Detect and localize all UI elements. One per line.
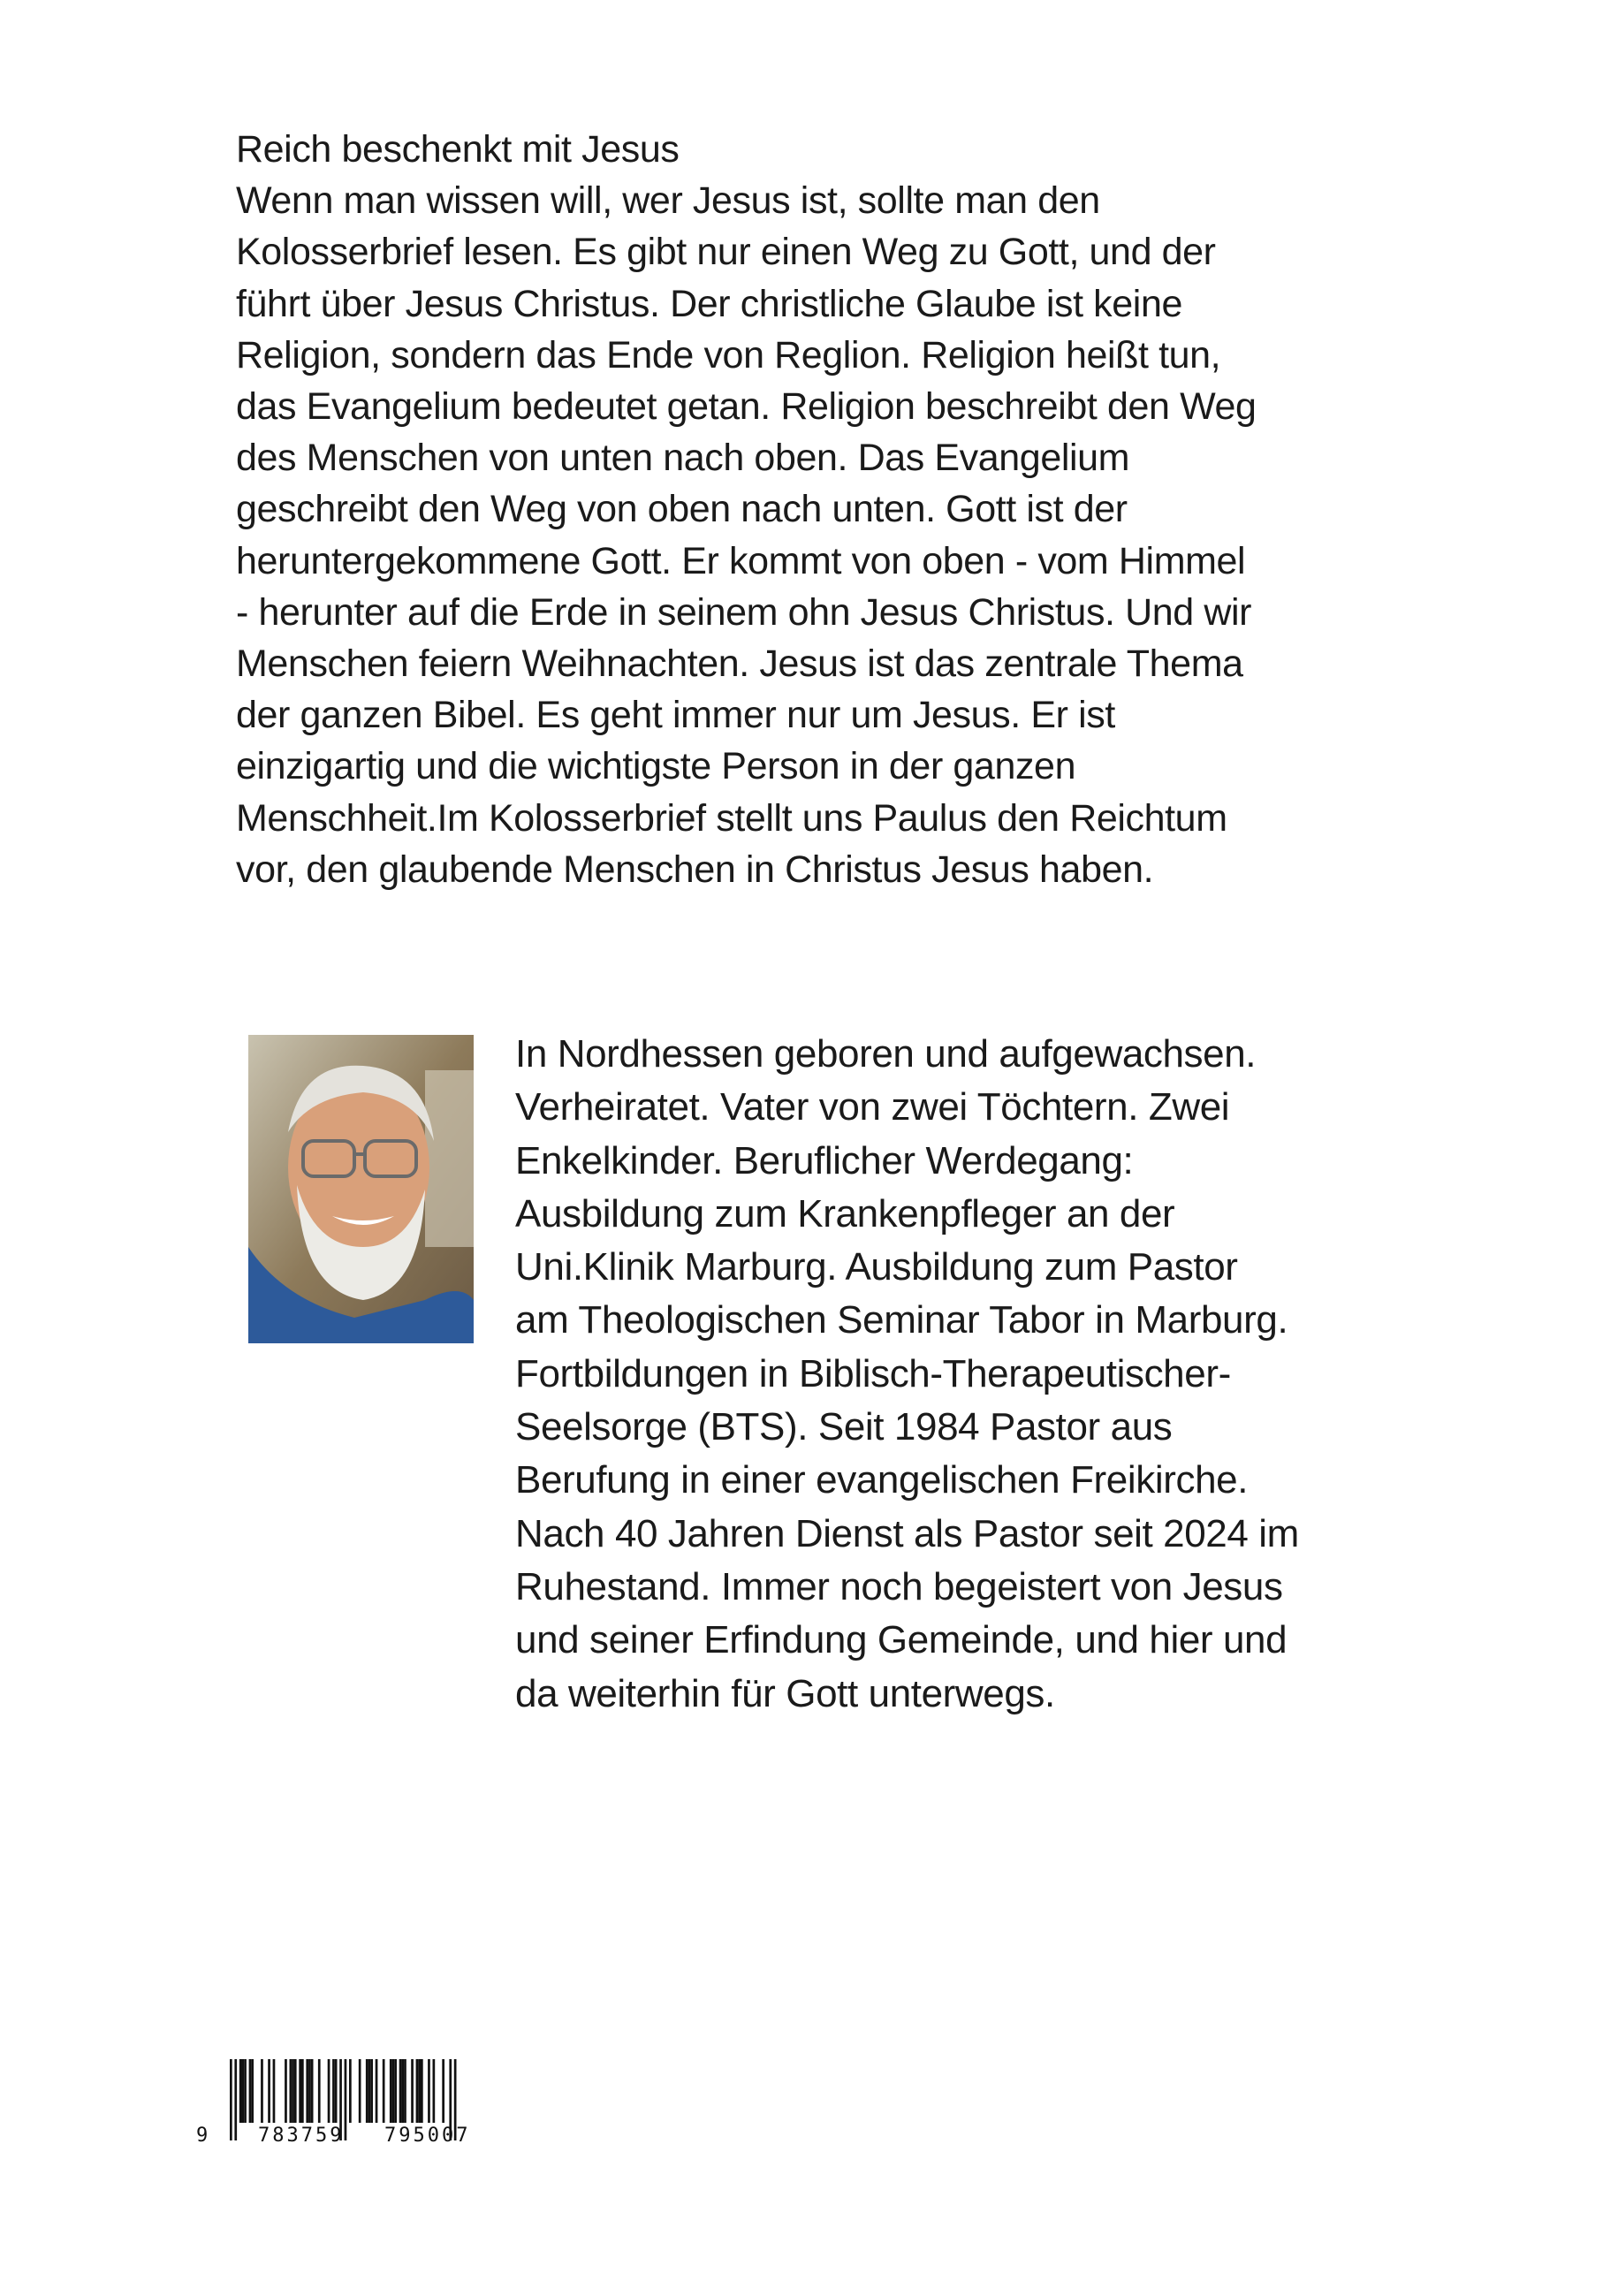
bio-line: Uni.Klinik Marburg. Ausbildung zum Pastor xyxy=(515,1245,1238,1289)
barcode-first-digit: 9 xyxy=(196,2125,209,2147)
bio-line: Ausbildung zum Krankenpfleger an der xyxy=(515,1191,1175,1235)
blurb-line: Menschheit.Im Kolosserbrief stellt uns Paulus den Reichtum xyxy=(236,796,1227,840)
barcode-bar xyxy=(442,2059,444,2123)
barcode-bar xyxy=(244,2059,247,2123)
blurb-title: Reich beschenkt mit Jesus xyxy=(236,128,680,171)
barcode-bar xyxy=(359,2059,361,2123)
barcode-bar xyxy=(392,2059,395,2123)
barcode-bar xyxy=(368,2059,371,2123)
barcode-bar xyxy=(416,2059,419,2123)
bio-line: Fortbildungen in Biblisch-Therapeutischer- xyxy=(515,1351,1231,1395)
author-photo xyxy=(248,1035,474,1343)
bio-line: Berufung in einer evangelischen Freikirche. xyxy=(515,1458,1249,1502)
barcode-bar xyxy=(411,2059,414,2123)
blurb-line: Wenn man wissen will, wer Jesus ist, sollte man den xyxy=(236,179,1100,223)
barcode-bar xyxy=(230,2059,232,2140)
back-cover-blurb xyxy=(236,124,1402,895)
barcode-bar xyxy=(390,2059,392,2123)
bio-line: In Nordhessen geboren und aufgewachsen. xyxy=(515,1032,1257,1076)
barcode-bar xyxy=(433,2059,436,2123)
barcode-bar xyxy=(345,2059,347,2140)
barcode-bar xyxy=(401,2059,404,2123)
barcode-bar xyxy=(366,2059,368,2123)
barcode-bar xyxy=(242,2059,245,2123)
author-bio xyxy=(515,1028,1417,1721)
bio-line: Seelsorge (BTS). Seit 1984 Pastor aus xyxy=(515,1405,1173,1449)
blurb-line: geschreibt den Weg von oben nach unten. Gott ist der xyxy=(236,488,1128,531)
blurb-line: des Menschen von unten nach oben. Das Evangelium xyxy=(236,437,1130,480)
blurb-line: Religion, sondern das Ende von Reglion. Religion heißt tun, xyxy=(236,333,1221,376)
barcode-bar xyxy=(399,2059,402,2123)
barcode-bar xyxy=(335,2059,338,2123)
barcode-bar xyxy=(301,2059,304,2123)
barcode-bar xyxy=(308,2059,311,2123)
bio-line: und seiner Erfindung Gemeinde, und hier und xyxy=(515,1618,1288,1662)
barcode-bar xyxy=(251,2059,254,2123)
bio-line: Enkelkinder. Beruflicher Werdegang: xyxy=(515,1138,1134,1182)
blurb-line: heruntergekommene Gott. Er kommt von oben - vom Himmel xyxy=(236,539,1246,582)
barcode-left-digits: 783759 xyxy=(258,2125,345,2147)
barcode-bar xyxy=(261,2059,263,2123)
barcode-bar xyxy=(268,2059,270,2123)
barcode-bar xyxy=(299,2059,301,2123)
barcode-bar xyxy=(285,2059,287,2123)
barcode-bar xyxy=(428,2059,430,2123)
barcode-bar xyxy=(394,2059,397,2123)
blurb-line: Menschen feiern Weihnachten. Jesus ist das zentrale Thema xyxy=(236,642,1243,686)
barcode-right-digits: 795007 xyxy=(384,2125,471,2147)
barcode-bar xyxy=(404,2059,406,2123)
barcode-bar xyxy=(306,2059,308,2123)
isbn-barcode xyxy=(186,2055,504,2152)
blurb-line: einzigartig und die wichtigste Person in der ganzen xyxy=(236,745,1076,788)
barcode-bar xyxy=(234,2059,237,2140)
barcode-bar xyxy=(294,2059,297,2123)
bio-line: Nach 40 Jahren Dienst als Pastor seit 2024 im xyxy=(515,1511,1299,1555)
barcode-bar xyxy=(318,2059,321,2123)
barcode-bar xyxy=(418,2059,421,2123)
barcode-bar xyxy=(332,2059,335,2123)
barcode-bar xyxy=(376,2059,378,2123)
barcode-bar xyxy=(383,2059,385,2123)
barcode-bar xyxy=(290,2059,292,2123)
blurb-line: führt über Jesus Christus. Der christliche Glaube ist keine xyxy=(236,282,1182,325)
blurb-line: Kolosserbrief lesen. Es gibt nur einen Weg zu Gott, und der xyxy=(236,231,1216,274)
barcode-bar xyxy=(249,2059,252,2123)
bio-line: Verheiratet. Vater von zwei Töchtern. Zwei xyxy=(515,1085,1230,1129)
blurb-line: das Evangelium bedeutet getan. Religion beschreibt den Weg xyxy=(236,385,1257,429)
barcode-bar xyxy=(311,2059,314,2123)
barcode-bar xyxy=(328,2059,330,2123)
blurb-line: vor, den glaubende Menschen in Christus Jesus haben. xyxy=(236,848,1154,891)
blurb-line: - herunter auf die Erde in seinem ohn Jesus Christus. Und wir xyxy=(236,590,1252,634)
bio-line: am Theologischen Seminar Tabor in Marburg. xyxy=(515,1298,1288,1342)
barcode-bar xyxy=(421,2059,423,2123)
bio-line: da weiterhin für Gott unterwegs. xyxy=(515,1671,1055,1715)
bio-line: Ruhestand. Immer noch begeistert von Jesus xyxy=(515,1564,1283,1608)
barcode-bar xyxy=(292,2059,294,2123)
barcode-bar xyxy=(239,2059,242,2123)
barcode-bar xyxy=(273,2059,276,2123)
blurb-line: der ganzen Bibel. Es geht immer nur um Jesus. Er ist xyxy=(236,694,1115,737)
barcode-bar xyxy=(370,2059,373,2123)
barcode-bar xyxy=(349,2059,352,2123)
